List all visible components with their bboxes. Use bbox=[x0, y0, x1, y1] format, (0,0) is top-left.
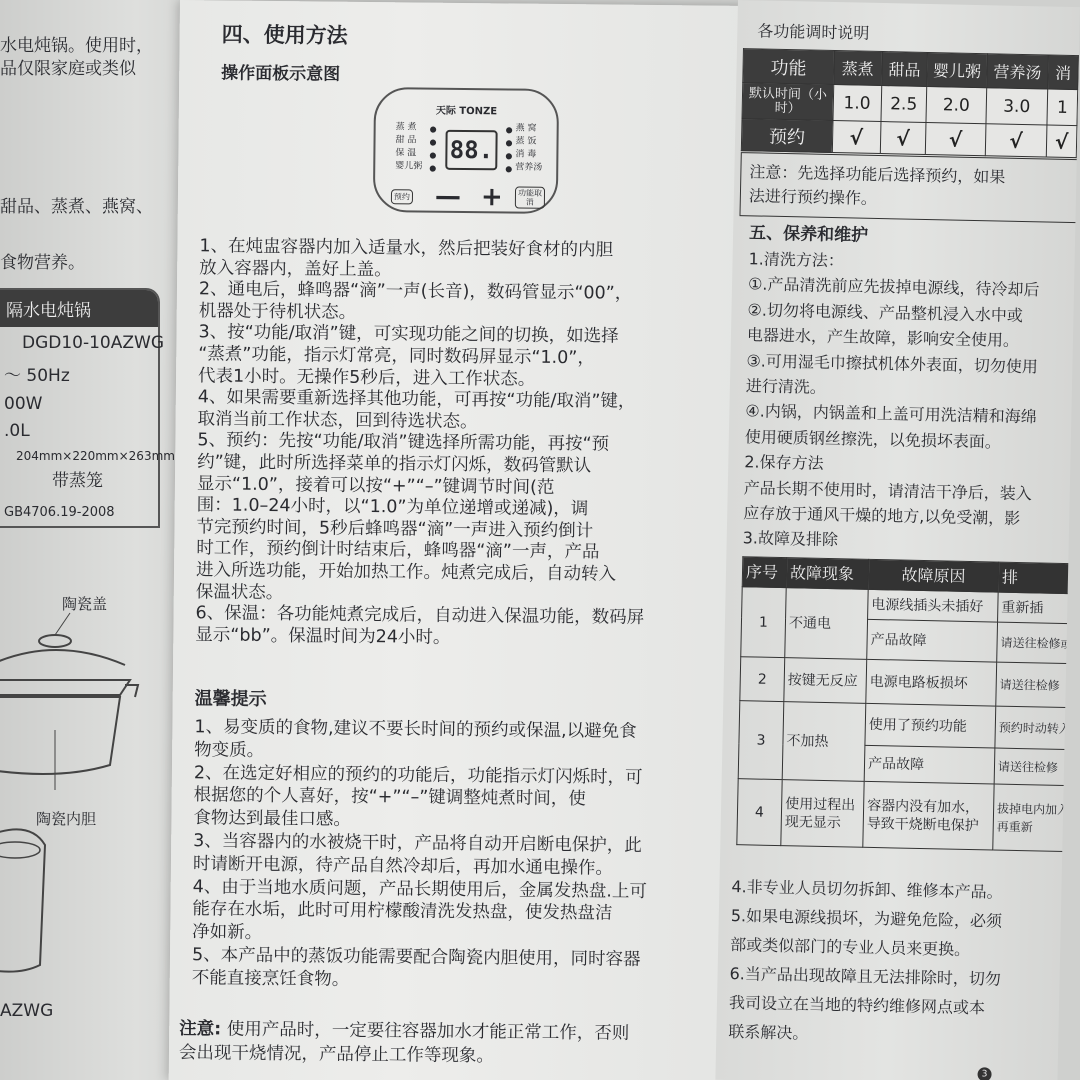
step-line: “蒸煮”功能，指示灯常亮，同时数码屏显示“1.0”， bbox=[198, 344, 595, 369]
fault-cause: 使用了预约功能 bbox=[865, 703, 996, 748]
panel-subtitle: 操作面板示意图 bbox=[221, 63, 341, 85]
fault-cause: 电源线插头未插好 bbox=[868, 589, 999, 622]
maint-line: 3.故障及排除 bbox=[742, 528, 839, 550]
lid-label: 陶瓷盖 bbox=[62, 595, 108, 613]
step-line: 6、保温：各功能炖煮完成后，自动进入保温功能，数码屏 bbox=[195, 603, 645, 628]
bottom-line: 5.如果电源线损坏，为避免危险，必须 bbox=[730, 906, 1003, 931]
fault-symptom: 不通电 bbox=[785, 588, 868, 660]
time-cell: 2.0 bbox=[926, 86, 986, 123]
usage-steps bbox=[195, 236, 648, 651]
note-label: 注意: bbox=[179, 1019, 222, 1040]
step-line: 显示“1.0”，接着可以按“+”“–”键调节时间(范 bbox=[196, 473, 555, 498]
check-mark: √ bbox=[926, 122, 986, 155]
spec-capacity: .0L bbox=[4, 421, 30, 441]
bottom-line: 部或类似部门的专业人员来更换。 bbox=[730, 935, 971, 960]
note-text: 使用产品时，一定要往容器加水才能正常工作，否则 bbox=[221, 1019, 630, 1044]
tip-line: 食物达到最佳口感。 bbox=[193, 808, 352, 831]
tip-line: 5、本产品中的蒸饭功能需要配合陶瓷内胆使用，同时容器 bbox=[191, 945, 641, 970]
spec-standard: GB4706.19-2008 bbox=[4, 505, 115, 520]
step-line: 时工作，预约倒计时结束后，蜂鸣器“滴”一声，产品 bbox=[196, 538, 600, 563]
step-line: 显示“bb”。保温时间为24小时。 bbox=[195, 624, 451, 648]
spec-title: 隔水电炖锅 bbox=[0, 290, 158, 327]
tip-line: 时请断开电源，待产品自然冷却后，再加水通电操作。 bbox=[192, 853, 614, 879]
fault-cause: 产品故障 bbox=[864, 745, 995, 784]
fault-symptom: 按键无反应 bbox=[784, 658, 867, 704]
func-label: 婴儿粥 bbox=[395, 161, 423, 172]
default-time-label: 默认时间（小时） bbox=[742, 83, 834, 121]
fault-no: 3 bbox=[738, 701, 784, 780]
func-label: 蒸 煮 bbox=[395, 122, 417, 133]
step-line: 5、预约：先按“功能/取消”键选择所需功能，再按“预 bbox=[197, 430, 610, 455]
time-cell: 1 bbox=[1047, 89, 1078, 126]
step-line: 代表1小时。无操作5秒后，进入工作状态。 bbox=[197, 365, 536, 390]
tip-line: 根据您的个人喜好，按“+”“–”键调整炖煮时间，使 bbox=[193, 785, 586, 810]
table-header: 功能 bbox=[743, 49, 835, 85]
step-line: 3、按“功能/取消”键，可实现功能之间的切换，如选择 bbox=[198, 322, 619, 347]
digital-display: 88. bbox=[445, 130, 497, 171]
check-mark: √ bbox=[1046, 125, 1077, 158]
tip-line: 物变质。 bbox=[194, 739, 265, 761]
maint-line: ④.内锅，内锅盖和上盖可用洗洁精和海绵 bbox=[745, 401, 1037, 427]
tip-line: 1、易变质的食物,建议不要长时间的预约或保温,以避免食 bbox=[194, 717, 637, 742]
fault-fix: 请送往检修或 bbox=[997, 622, 1080, 664]
step-line: 约”键，此时所选择菜单的指示灯闪烁，数码管默认 bbox=[197, 452, 592, 477]
table-header: 蒸煮 bbox=[834, 51, 882, 86]
spec-box bbox=[0, 288, 175, 528]
tip-line: 净如新。 bbox=[192, 922, 263, 944]
bottom-line: 4.非专业人员切勿拆卸、维修本产品。 bbox=[731, 877, 1003, 902]
left-line-2: 品仅限家庭或类似 bbox=[0, 59, 136, 79]
fault-cause: 电源电路板损坏 bbox=[866, 659, 997, 706]
page-number: 3 bbox=[977, 1067, 991, 1080]
note-box-line: 注意：先选择功能后选择预约，如果 bbox=[749, 162, 1006, 187]
func-label: 消 毒 bbox=[515, 149, 537, 160]
function-cancel-button: 功能取消 bbox=[515, 187, 545, 209]
maint-line: 使用硬质钢丝擦洗，以免损坏表面。 bbox=[744, 426, 1002, 452]
note-line-1 bbox=[179, 1018, 629, 1045]
fault-no: 4 bbox=[737, 779, 782, 846]
control-panel-diagram bbox=[373, 87, 559, 214]
maint-line: ①.产品清洗前应先拔掉电源线，待冷却后 bbox=[747, 274, 1040, 300]
fault-header: 序号 bbox=[742, 557, 787, 588]
fault-no: 1 bbox=[741, 587, 786, 658]
step-line: 保温状态。 bbox=[195, 581, 284, 603]
time-cell: 1.0 bbox=[833, 85, 881, 122]
table-header: 婴儿粥 bbox=[927, 52, 987, 87]
fault-cause: 产品故障 bbox=[867, 619, 998, 662]
maint-line: 1.清洗方法： bbox=[748, 249, 845, 271]
step-line: 1、在炖盅容器内加入适量水，然后把装好食材的内胆 bbox=[199, 236, 614, 261]
bottom-line: 联系解决。 bbox=[728, 1022, 809, 1043]
time-cell: 3.0 bbox=[986, 88, 1048, 125]
left-line-3: 甜品、蒸煮、燕窝、 bbox=[0, 197, 153, 217]
step-line: 放入容器内，盖好上盖。 bbox=[199, 257, 392, 280]
fault-no: 2 bbox=[740, 657, 785, 702]
fault-header: 故障现象 bbox=[786, 558, 869, 590]
bottom-notes bbox=[728, 872, 1003, 1052]
tip-line: 3、当容器内的水被烧干时，产品将自动开启断电保护，此 bbox=[193, 831, 642, 856]
fault-header: 排 bbox=[998, 562, 1080, 594]
time-cell: 2.5 bbox=[881, 86, 927, 123]
function-time-table bbox=[741, 48, 1079, 158]
spec-steamer: 带蒸笼 bbox=[52, 471, 103, 491]
left-line-1: 水电炖锅。使用时， bbox=[0, 36, 153, 56]
maint-line: 进行清洗。 bbox=[745, 376, 827, 397]
pot-label: 陶瓷内胆 bbox=[36, 810, 97, 828]
spec-model: DGD10-10AZWG bbox=[22, 333, 165, 353]
panel-right-leds: ● ● ● ● bbox=[505, 125, 513, 174]
middle-page bbox=[169, 0, 752, 1080]
spec-freq: ～ 50Hz bbox=[4, 366, 70, 386]
left-line-4: 食物营养。 bbox=[0, 253, 85, 273]
note-line-2: 会出现干烧情况，产品停止工作等现象。 bbox=[178, 1043, 495, 1067]
maintenance-title: 五、保养和维护 bbox=[748, 223, 869, 246]
tip-line: 能存在水垢，此时可用柠檬酸清洗发热盘，使发热盘洁 bbox=[192, 899, 613, 924]
step-line: 4、如果需要重新选择其他功能，可再按“功能/取消”键， bbox=[197, 387, 636, 412]
func-label: 蒸 饭 bbox=[515, 136, 537, 147]
step-line: 2、通电后，蜂鸣器“滴”一声(长音)，数码管显示“00”， bbox=[198, 279, 633, 304]
section-title: 四、使用方法 bbox=[221, 22, 348, 48]
preset-button: 预约 bbox=[391, 189, 413, 204]
maint-line: 2.保存方法 bbox=[744, 452, 824, 474]
bottom-line: 我司设立在当地的特约维修网点或本 bbox=[728, 993, 986, 1018]
maint-line: ③.可用湿毛巾擦拭机体外表面，切勿使用 bbox=[746, 350, 1039, 376]
fault-header: 故障原因 bbox=[868, 559, 999, 592]
check-mark: √ bbox=[880, 122, 926, 155]
right-page bbox=[715, 0, 1080, 1080]
fault-fix: 重新插 bbox=[998, 592, 1080, 624]
step-line: 节完预约时间，5秒后蜂鸣器“滴”一声进入预约倒计 bbox=[196, 516, 594, 542]
step-line: 围：1.0–24小时，以“1.0”为单位递增或递减)，调 bbox=[196, 495, 589, 520]
panel-left-funcs bbox=[395, 121, 423, 173]
func-time-title: 各功能调时说明 bbox=[757, 21, 870, 43]
fault-symptom: 不加热 bbox=[782, 702, 866, 782]
fault-fix: 请送往检修 bbox=[994, 748, 1078, 786]
fault-symptom: 使用过程出现无显示 bbox=[781, 780, 864, 848]
table-header: 甜品 bbox=[881, 52, 927, 87]
step-line: 机器处于待机状态。 bbox=[198, 300, 357, 323]
maint-line: 产品长期不使用时，请清洁干净后，装入 bbox=[743, 477, 1032, 503]
func-label: 营养汤 bbox=[515, 162, 543, 173]
check-mark: √ bbox=[985, 124, 1047, 157]
pot-illustration bbox=[0, 605, 195, 1005]
step-line: 取消当前工作状态，回到待选状态。 bbox=[197, 408, 478, 432]
check-mark: √ bbox=[832, 121, 880, 154]
left-page bbox=[0, 0, 195, 1080]
func-label: 保 温 bbox=[395, 148, 417, 159]
fault-cause: 容器内没有加水，导致干烧断电保护 bbox=[863, 781, 994, 850]
maintenance-text bbox=[742, 246, 1040, 557]
spec-size: 204mm×220mm×263mm bbox=[16, 449, 175, 463]
fault-fix: 请送往检修 bbox=[996, 662, 1080, 708]
func-label: 燕 窝 bbox=[515, 123, 537, 134]
panel-brand: 天际 TONZE bbox=[435, 105, 498, 118]
panel-left-leds: ● ● ● ● bbox=[429, 124, 437, 173]
note-box-line: 法进行预约操作。 bbox=[748, 186, 878, 208]
maint-line: ②.切勿将电源线、产品整机浸入水中或 bbox=[747, 300, 1024, 325]
func-label: 甜 品 bbox=[395, 135, 417, 146]
tip-line: 2、在选定好相应的预约的功能后，功能指示灯闪烁时，可 bbox=[193, 762, 643, 788]
tips-title: 温馨提示 bbox=[194, 688, 267, 710]
fault-fix: 预约时动转入 bbox=[995, 706, 1079, 750]
maint-line: 电器进水，产生故障，影响安全使用。 bbox=[746, 325, 1020, 351]
tip-line: 4、由于当地水质问题，产品长期使用后，金属发热盘.上可 bbox=[192, 876, 647, 902]
bottom-line: 6.当产品出现故障且无法排除时，切勿 bbox=[729, 964, 1002, 989]
tip-line: 不能直接烹饪食物。 bbox=[191, 967, 350, 990]
panel-right-funcs bbox=[515, 123, 543, 175]
spec-power: 00W bbox=[4, 394, 43, 414]
left-model-bottom: AZWG bbox=[0, 1001, 54, 1021]
fault-table bbox=[736, 556, 1080, 852]
preset-label: 预约 bbox=[741, 119, 832, 153]
minus-button: — bbox=[434, 181, 462, 212]
table-header: 消 bbox=[1048, 55, 1079, 90]
tips-list bbox=[192, 716, 649, 994]
step-line: 进入所选功能，开始加热工作。炖煮完成后，自动转入 bbox=[195, 560, 617, 585]
note-box bbox=[739, 152, 1079, 223]
maint-line: 应存放于通风干燥的地方,以免受潮，影 bbox=[743, 503, 1021, 528]
plus-button: + bbox=[480, 182, 503, 213]
fault-fix: 拔掉电内加入再重新 bbox=[993, 784, 1077, 852]
table-header: 营养汤 bbox=[986, 54, 1048, 89]
